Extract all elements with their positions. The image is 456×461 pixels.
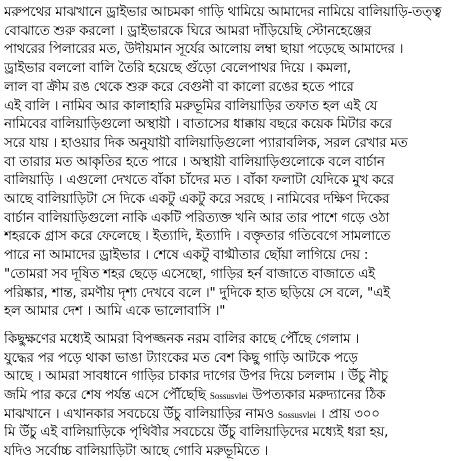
place-name-term: Sossusvlei	[278, 409, 317, 420]
text-line: মি উঁচু এই বালিয়াড়িকে পৃথিবীর সবচেয়ে উঁচু বালিয়াড়িদের মধ্যেই ধরা হয়,	[4, 425, 389, 441]
text-line: লাল বা ক্রীম রঙ থেকে শুরু করে বেগুনী বা কালো রঙের হতে পারে	[4, 79, 354, 95]
text-line: পারে না আমাদের ড্রাইভার । শেষে একটু বাগ্মীতার ছোঁয়া লাগিয়ে দেয় :	[4, 248, 369, 264]
text-line: হল আমার দেশ । আমি একে ভালোবাসি ।"	[4, 304, 226, 320]
text-line: যুদ্ধের পর পড়ে থাকা ভাঙা ট্যাংকের মত বেশ কিছু গাড়ি আটকে পড়ে	[4, 350, 358, 366]
text-line: "তোমরা সব দূষিত শহর ছেড়ে এসেছো, গাড়ির হর্ন বাজাতে বাজাতে এই	[4, 266, 375, 282]
text-line	[4, 406, 452, 425]
paragraph-dune-lecture	[4, 4, 452, 322]
place-name-term: Sossusvlei	[209, 391, 248, 402]
text-line: যদিও সর্বোচ্চ বালিয়াড়িটা আছে গোবি মরুভূমিতে ।	[4, 444, 269, 460]
text-line: আছে । আমরা সাবধানে গাড়ির চাকার দাগের উপর দিয়ে চললাম । উঁচু নীচু	[4, 369, 388, 385]
text-line: কিছুক্ষণের মধ্যেই আমরা বিপজ্জনক নরম বালির কাছে পৌঁছে গেলাম ।	[4, 331, 359, 347]
text-line: আছে বালিয়াড়িটা সে দিকে একটু একটু করে সরছে । নামিবের দক্ষিণ দিকের	[4, 192, 390, 208]
text-line: নামিবের বালিয়াড়িগুলো অস্থায়ী । বাতাসের ধাক্কায় বছরে কয়েক মিটার করে	[4, 117, 392, 133]
text-line: বার্চান বালিয়াড়িগুলো নাকি একটি পরিত্যক্ত খনি আর তার পাশে গড়ে ওঠা	[4, 210, 390, 226]
text-line: মরুপথের মাঝখানে ড্রাইভার আচমকা গাড়ি থামিয়ে আমাদের নামিয়ে বালিয়াড়ি-তত্ত্ব	[4, 5, 442, 20]
text-line: ড্রাইভার বললো বালি তৈরি হয়েছে গুঁড়ো বেলেপাথর দিয়ে । কমলা,	[4, 61, 351, 77]
text-line: এই বালি । নামিব আর কালাহারি মরুভূমির বালিয়াড়ির তফাত হল এই যে	[4, 98, 378, 114]
text-line: পরিষ্কার, শান্ত, রমণীয় দৃশ্য দেখবে বলে ।" দুদিকে হাত ছড়িয়ে সে বলে, "এই	[4, 285, 390, 301]
text-line: শহরকে গ্রাস করে ফেলেছে । ইত্যাদি, ইত্যাদি । বক্তৃতার গতিবেগে সামলাতে	[4, 229, 391, 245]
text-line: বোঝাতে শুরু করলো । ড্রাইভারকে ঘিরে আমরা দাঁড়িয়েছি স্টোনহেঞ্জের	[4, 23, 372, 39]
text-line: বালিয়াড়ি । এগুলো দেখতে বাঁকা চাঁদের মত । বাঁকা ফলাটা যেদিকে মুখ করে	[4, 173, 394, 189]
text-run: উপত্যকার মরুদ্যানের ঠিক	[247, 388, 386, 404]
text-run: । প্রায় ৩০০	[316, 406, 380, 422]
paragraph-soft-sand	[4, 331, 452, 461]
text-line: বা তারার মত আকৃতির হতে পারে । অস্থায়ী বালিয়াড়িগুলোকে বলে বার্চান	[4, 154, 385, 170]
text-run: জমি পার করে শেষ পর্যন্ত এসে পৌঁছেছি	[4, 388, 210, 404]
text-line: সরে যায় । হাওয়ার দিক অনুযায়ী বালিয়াড়িগুলো প্যারাবলিক, সরল রেখার মত	[4, 135, 408, 151]
text-run: মাঝখানে । এখানকার সবচেয়ে উঁচু বালিয়াড়ির নামও	[4, 406, 279, 422]
text-line	[4, 387, 452, 406]
text-line: পাথরের পিলারের মত, উদীয়মান সূর্যের আলোয় লম্বা ছায়া পড়েছে আমাদের ।	[4, 42, 404, 58]
